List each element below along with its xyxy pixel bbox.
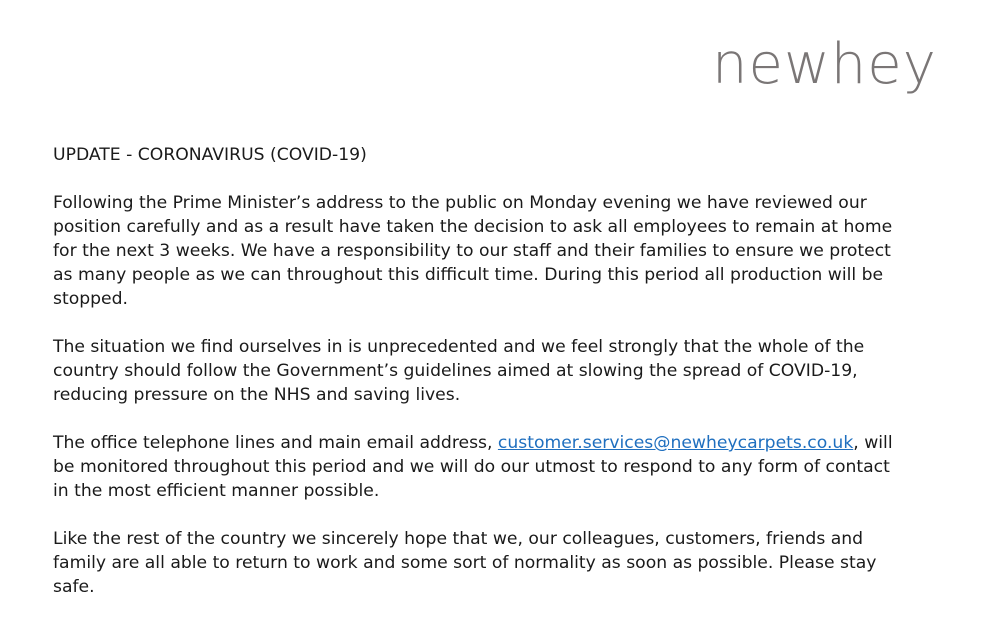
text-line: for the next 3 weeks. We have a responsibility to our staff and their families to ensure we protect [53, 241, 891, 261]
text-line: as many people as we can throughout this difficult time. During this period all production will be [53, 265, 884, 285]
text-line: Following the Prime Minister’s address to the public on Monday evening we have reviewed our [53, 193, 867, 213]
text-line: stopped. [53, 289, 128, 309]
paragraph-1 [53, 191, 973, 311]
text-line: country should follow the Government’s guidelines aimed at slowing the spread of COVID-19, [53, 361, 858, 381]
text-line: be monitored throughout this period and we will do our utmost to respond to any form of contact [53, 457, 890, 477]
text-line: reducing pressure on the NHS and saving lives. [53, 385, 461, 405]
paragraph-3 [53, 431, 973, 503]
text-line: family are all able to return to work and some sort of normality as soon as possible. Please stay [53, 553, 877, 573]
text-segment: , will [853, 433, 893, 453]
text-line: position carefully and as a result have taken the decision to ask all employees to remain at home [53, 217, 893, 237]
text-line: in the most efficient manner possible. [53, 481, 380, 501]
paragraph-4 [53, 527, 973, 599]
text-line [53, 431, 973, 455]
text-segment: The office telephone lines and main email address, [53, 433, 498, 453]
notice-document [53, 143, 973, 623]
newhey-logo: newhey [712, 32, 937, 97]
paragraph-2 [53, 335, 973, 407]
notice-title: UPDATE - CORONAVIRUS (COVID-19) [53, 145, 367, 165]
text-line: safe. [53, 577, 95, 597]
text-line: The situation we find ourselves in is unprecedented and we feel strongly that the whole of the [53, 337, 865, 357]
email-link[interactable]: customer.services@newheycarpets.co.uk [497, 433, 854, 453]
text-line: Like the rest of the country we sincerely hope that we, our colleagues, customers, friends and [53, 529, 864, 549]
